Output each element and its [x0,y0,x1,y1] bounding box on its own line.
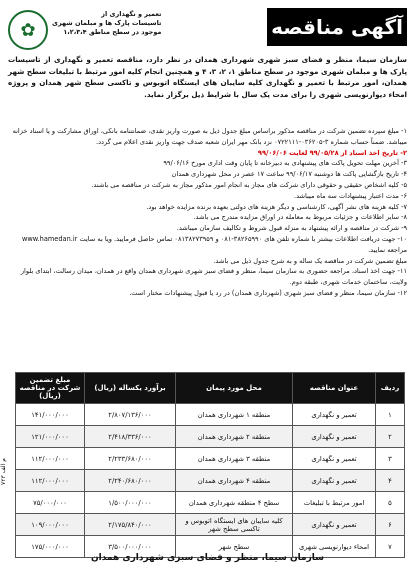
conditions-list [8,126,407,299]
table-cell: تعمیر و نگهداری [293,470,376,492]
table-cell: ۲/۲۴۰/۶۸۰/۰۰۰ [85,470,176,492]
table-cell: ۱ [376,404,405,426]
table-cell: تعمیر و نگهداری [293,426,376,448]
table-cell: منطقه ۲ شهرداری همدان [176,426,293,448]
header-estimate: برآورد یکساله (ریال) [85,373,176,404]
condition-item: ۴- تاریخ بازگشایی پاکت ها دوشنبه ۹۹/۰۶/۱۷ ساعت ۱۷ عصر در محل شهرداری همدان [171,170,407,179]
subject-line: موجود در سطح مناطق ۱،۲،۳،۴ [63,28,162,36]
condition-item: ۱۰- جهت دریافت اطلاعات بیشتر با شماره تلفن های ۳۸۲۶۵۹۹۰-۰۸۱ و ۰۸۱۳۸۲۷۳۹۵۹ تماس حاصل فرمایید. ویا به سایت www.hamedan.ir مراجعه نمایید. [21,234,407,254]
table-cell: تعمیر و نگهداری [293,514,376,536]
table-cell: ۷۵/۰۰۰/۰۰۰ [16,492,85,514]
table-cell: سطح شهر [176,536,293,558]
condition-item: ۵- کلیه اشخاص حقیقی و حقوقی دارای شرکت های مجاز به انجام امور مذکور مجاز به شرکت در مناقصه می باشند. [91,180,407,189]
table-header-row [16,373,405,404]
organization-logo-icon: ✿ [8,10,48,50]
tender-table-wrap [15,372,405,558]
condition-item: ۱۱- جهت اخذ اسناد، مراجعه حضوری به سازمان سیما، منظر و فضای سبز شهری شهرداری همدان واقع در همدان، میدان رسالت، ابتدای بلوار ولایت، ساختمان خدمات شهری، طبقه دوم. [20,267,407,287]
table-cell: ۱۷۵/۰۰۰/۰۰۰ [16,536,85,558]
table-row [16,448,405,470]
condition-item: ۱- مبلغ سپرده تضمین شرکت در مناقصه مذکور براساس مبلغ جدول ذیل به صورت واریز نقدی، ضمانتنامه بانکی، اوراق مشارکت و یا اسناد خزانه میباشد. ضمناً حساب شماره ۳-۰۳۶۲۰۵-۰۷۲۲۱۱۱ نزد بانک مهر ایران شعبه صدف جهت واریز نقدی اعلام می گردد. [12,127,407,146]
notice-header [8,8,407,48]
table-cell: ۲/۸۰۷/۱۳۶/۰۰۰ [85,404,176,426]
subject-text [52,10,161,37]
table-cell: ۱/۵۰۰/۰۰۰/۰۰۰ [85,492,176,514]
table-cell: ۳/۵۰۰/۰۰۰/۰۰۰ [85,536,176,558]
side-code: م الف ۷۲۳ [0,458,7,485]
table-cell: ۱۱۲/۰۰۰/۰۰۰ [16,470,85,492]
subject-line: تعمیر و نگهداری از [101,10,162,18]
header-row-number: ردیف [376,373,405,404]
table-cell: تعمیر و نگهداری [293,404,376,426]
notice-title: آگهی مناقصه [267,8,407,46]
condition-item: ۳- آخرین مهلت تحویل پاکت های پیشنهادی به دبیرخانه تا پایان وقت اداری مورخ ۹۹/۰۶/۱۶ [163,159,407,168]
table-row [16,492,405,514]
condition-item: ۱۲- سازمان سیما، منظر و فضای سبز شهری (شهرداری همدان) در رد یا قبول پیشنهادات مختار است. [129,288,407,297]
table-cell: ۱۰۹/۰۰۰/۰۰۰ [16,514,85,536]
table-cell: ۲/۴۱۸/۳۳۶/۰۰۰ [85,426,176,448]
table-cell: منطقه ۱ شهرداری همدان [176,404,293,426]
table-cell: ۲ [376,426,405,448]
header-location: محل مورد پیمان [176,373,293,404]
table-body [16,404,405,558]
table-cell: ۲/۲۳۳/۶۸۰/۰۰۰ [85,448,176,470]
table-cell: سطح ۴ منطقه شهرداری همدان [176,492,293,514]
subject-box [8,8,267,48]
table-row [16,514,405,536]
table-cell: ۶ [376,514,405,536]
table-row [16,470,405,492]
table-cell: ۱۱۲/۰۰۰/۰۰۰ [16,448,85,470]
table-row [16,426,405,448]
table-cell: ۳ [376,448,405,470]
table-cell: ۵ [376,492,405,514]
condition-item: ۲- تاریخ اخذ اسناد از ۹۹/۰۵/۲۸ لغایت ۹۹/۰۶/۰۶ [257,148,407,157]
condition-item: ۹- شرکت در مناقصه و ارائه پیشنهاد به منزله قبول شروط و تکالیف سازمان میباشد. [176,224,407,233]
table-cell: امحاء دیوارنویسی شهری [293,536,376,558]
table-cell: ۱۲۱/۰۰۰/۰۰۰ [16,426,85,448]
header-guarantee: مبلغ تضمین شرکت در مناقصه (ریال) [16,373,85,404]
table-row [16,404,405,426]
tender-table [15,372,405,558]
table-cell: منطقه ۴ شهرداری همدان [176,470,293,492]
header-title: عنوان مناقصه [293,373,376,404]
table-cell: ۱۴۱/۰۰۰/۰۰۰ [16,404,85,426]
table-cell: ۴ [376,470,405,492]
table-cell: ۷ [376,536,405,558]
table-cell: ۲/۱۷۵/۸۴۰/۰۰۰ [85,514,176,536]
condition-item: مبلغ تضمین شرکت در مناقصه یک ساله و به شرح جدول ذیل می باشد. [213,256,407,265]
condition-item: ۶- مدت اعتبار پیشنهادات سه ماه میباشد. [293,191,407,200]
intro-paragraph: سازمان سیما، منظر و فضای سبز شهری شهرداری همدان در نظر دارد، مناقصه تعمیر و نگهداری از تاسیسات پارک ها و مبلمان شهری موجود در سطح مناطق ۱، ۲، ۳، ۴ و همچنین انجام کلیه امور مرتبط با تبلیغات سطح شهر همدان، امور مرتبط با تعمیر و نگهداری کلیه سایبان های ایستگاه اتوبوس و تاکسی سطح شهر همدان و پروژه امحاء دیوارنویسی شهری را برای مدت یک سال با شرایط ذیل برگزار نماید. [8,55,408,99]
condition-item: ۷- کلیه هزینه های نشر آگهی، کارشناسی و دیگر هزینه های دولتی بعهده برنده مزایده خواهد بود. [146,202,407,211]
table-cell: منطقه ۳ شهرداری همدان [176,448,293,470]
table-cell: کلیه سایبان های ایستگاه اتوبوس و تاکسی سطح شهر [176,514,293,536]
subject-line: تاسیسات پارک ها و مبلمان شهری [52,19,162,27]
table-cell: امور مرتبط با تبلیغات [293,492,376,514]
signature-line: سازمان سیما، منظر و فضای سبزی شهرداری همدان [90,553,325,563]
condition-item: ۸- سایر اطلاعات و جزئیات مربوط به معامله در اوراق مزایده مندرج می باشد. [193,213,407,222]
table-cell: تعمیر و نگهداری [293,448,376,470]
